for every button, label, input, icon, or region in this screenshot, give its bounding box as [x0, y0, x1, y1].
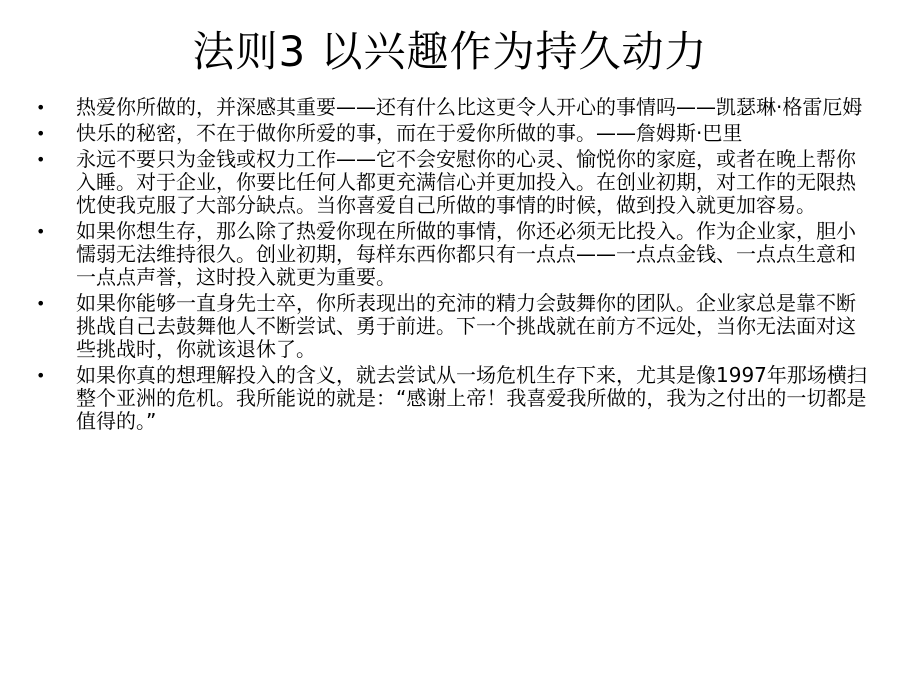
slide-title: 法则3 以兴趣作为持久动力	[192, 27, 708, 76]
bullet-text: 热爱你所做的，并深感其重要——还有什么比这更令人开心的事情吗——凯瑟琳·格雷厄姆	[76, 95, 863, 119]
bullet-list	[36, 96, 868, 436]
bullet-icon: •	[36, 150, 46, 169]
bullet-item	[36, 220, 868, 289]
bullet-icon: •	[36, 98, 46, 117]
bullet-icon: •	[36, 366, 46, 385]
bullet-text: 如果你能够一直身先士卒，你所表现出的充沛的精力会鼓舞你的团队。企业家总是靠不断挑战自己去鼓舞他人不断尝试、勇于前进。下一个挑战就在前方不远处，当你无法面对这些挑战时，你就该退休了。	[76, 291, 856, 361]
bullet-item	[36, 148, 868, 217]
bullet-text: 快乐的秘密，不在于做你所爱的事，而在于爱你所做的事。——詹姆斯·巴里	[76, 121, 743, 145]
bullet-icon: •	[36, 294, 46, 313]
bullet-text: 如果你真的想理解投入的含义，就去尝试从一场危机生存下来，尤其是像1997年那场横扫整个亚洲的危机。我所能说的就是：“感谢上帝！我喜爱我所做的，我为之付出的一切都是值得的。”	[76, 363, 867, 433]
bullet-text: 如果你想生存，那么除了热爱你现在所做的事情，你还必须无比投入。作为企业家，胆小懦弱无法维持很久。创业初期，每样东西你都只有一点点——一点点金钱、一点点生意和一点点声誉，这时投入就更为重要。	[76, 219, 856, 289]
bullet-icon: •	[36, 124, 46, 143]
bullet-item	[36, 292, 868, 361]
bullet-item	[36, 122, 868, 145]
bullet-text: 永远不要只为金钱或权力工作——它不会安慰你的心灵、愉悦你的家庭，或者在晚上帮你入睡。对于企业，你要比任何人都更充满信心并更加投入。在创业初期，对工作的无限热忱使我克服了大部分缺点。当你喜爱自己所做的事情的时候，做到投入就更加容易。	[76, 147, 856, 217]
bullet-item	[36, 364, 868, 433]
bullet-item	[36, 96, 868, 119]
bullet-icon: •	[36, 222, 46, 241]
